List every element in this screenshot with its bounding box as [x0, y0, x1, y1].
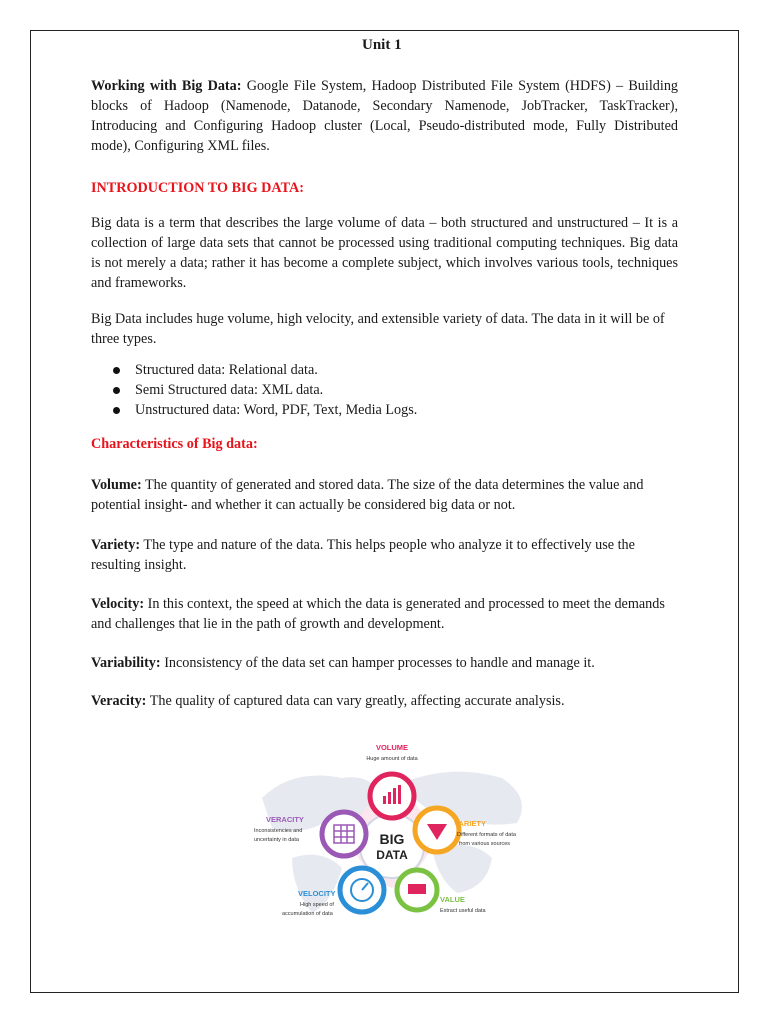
- types-paragraph: Big Data includes huge volume, high velocity, and extensible variety of data. The data in it will be of three types.: [91, 311, 665, 347]
- data-types-list: [91, 360, 417, 420]
- big-data-infographic: [232, 728, 552, 956]
- characteristics-heading: Characteristics of Big data:: [91, 436, 258, 452]
- syllabus-paragraph: [91, 76, 678, 156]
- characteristic-velocity: Velocity: In this context, the speed at which the data is generated and processed to meet the demands and challenges that lie in the path of growth and development.: [91, 596, 665, 632]
- velocity-sub-2: accumulation of data: [282, 911, 333, 917]
- volume-sub: Huge amount of data: [366, 756, 418, 762]
- intro-heading: INTRODUCTION TO BIG DATA:: [91, 180, 304, 196]
- variety-title: VARIETY: [454, 819, 486, 828]
- intro-paragraph: Big data is a term that describes the large volume of data – both structured and unstructured – It is a collection of large data sets that cannot be processed using traditional computing techniques. Big data is not merely a data; rather it has become a complete subject, which involves various tools, techniques and frameworks.: [91, 215, 678, 291]
- list-item: Semi Structured data: XML data.: [91, 380, 417, 400]
- value-sub: Extract useful data: [440, 908, 486, 914]
- characteristic-volume: Volume: The quantity of generated and stored data. The size of the data determines the value and potential insight- and whether it can actually be considered big data or not.: [91, 477, 644, 513]
- characteristic-variety: Variety: The type and nature of the data. This helps people who analyze it to effectively use the resulting insight.: [91, 537, 635, 573]
- variety-sub-2: from various sources: [459, 841, 511, 847]
- volume-node: [370, 774, 414, 818]
- veracity-sub-2: uncertainty in data: [254, 837, 299, 843]
- list-item: Unstructured data: Word, PDF, Text, Media Logs.: [91, 400, 417, 420]
- syllabus-lead: Working with Big Data:: [91, 78, 242, 94]
- bullet-icon: [113, 387, 120, 394]
- bullet-icon: [113, 367, 120, 374]
- veracity-sub-1: Inconsistencies and: [254, 828, 303, 834]
- velocity-title: VELOCITY: [298, 889, 336, 898]
- center-label-2: DATA: [376, 848, 408, 862]
- center-label: BIG: [379, 831, 405, 847]
- characteristic-veracity: Veracity: The quality of captured data can vary greatly, affecting accurate analysis.: [91, 693, 565, 709]
- veracity-node: [322, 812, 366, 856]
- characteristic-variability: Variability: Inconsistency of the data set can hamper processes to handle and manage it.: [91, 655, 595, 671]
- syllabus-text: Google File System, Hadoop Distributed File System (HDFS) – Building blocks of Hadoop (Namenode, Datanode, Secondary Namenode, JobTracker, TaskTracker), Introducing and Configuring Hadoop cluster (Local, Pseudo-distributed mode, Fully Distributed mode), Configuring XML files.: [91, 78, 679, 154]
- value-title: VALUE: [440, 895, 465, 904]
- veracity-title: VERACITY: [266, 815, 304, 824]
- list-item: Structured data: Relational data.: [91, 360, 417, 380]
- unit-title: Unit 1: [362, 37, 402, 53]
- volume-title: VOLUME: [375, 743, 409, 752]
- cart-icon: [408, 884, 426, 894]
- variety-sub-1: Different formats of data: [457, 832, 516, 838]
- bullet-icon: [113, 407, 120, 414]
- velocity-sub-1: High speed of: [300, 902, 334, 908]
